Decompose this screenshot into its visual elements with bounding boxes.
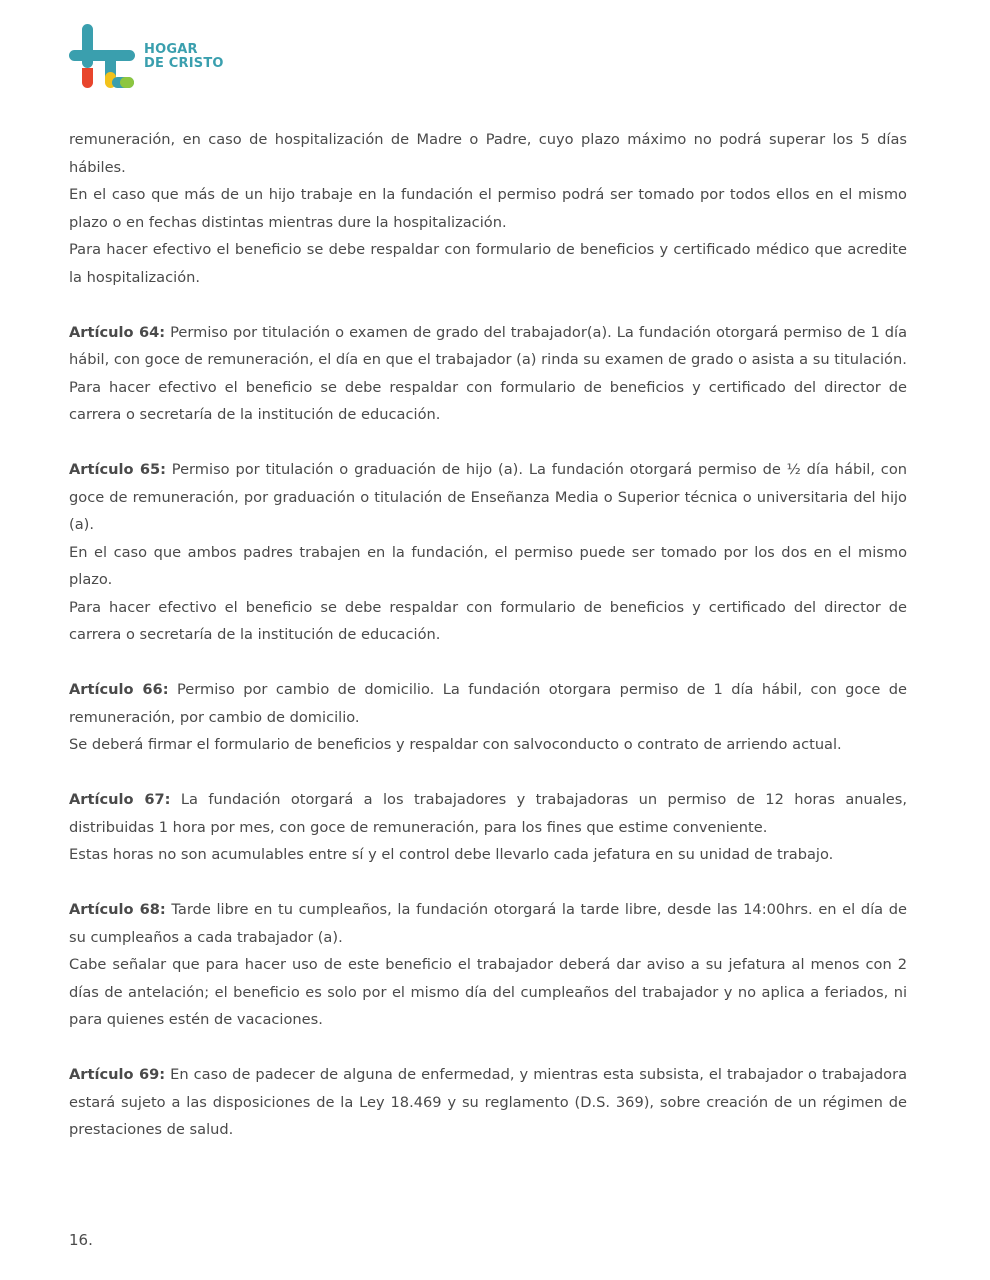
hogar-de-cristo-logo xyxy=(68,22,224,92)
article-68 xyxy=(69,896,907,951)
intro-paragraph-3: Para hacer efectivo el beneficio se debe respaldar con formulario de beneficios y certificado médico que acredite la hospitalización. xyxy=(69,241,907,286)
article-68-extra-1: Cabe señalar que para hacer uso de este beneficio el trabajador deberá dar aviso a su jefatura al menos con 2 días de antelación; el beneficio es solo por el mismo día del cumpleaños del trabajador y no aplica a feriados, ni para quienes estén de vacaciones. xyxy=(69,956,907,1028)
logo-line-2: DE CRISTO xyxy=(144,56,224,71)
article-title: Artículo 69: xyxy=(69,1066,166,1083)
article-69 xyxy=(69,1061,907,1144)
article-65-extra-2: Para hacer efectivo el beneficio se debe respaldar con formulario de beneficios y certificado del director de carrera o secretaría de la institución de educación. xyxy=(69,598,907,643)
article-title: Artículo 67: xyxy=(69,791,171,808)
article-text: La fundación otorgará a los trabajadores y trabajadoras un permiso de 12 horas anuales, distribuidas 1 hora por mes, con goce de remuneración, para los fines que estime conveniente. xyxy=(69,791,908,836)
page-number: 16. xyxy=(69,1231,93,1249)
article-title: Artículo 68: xyxy=(69,901,166,918)
intro-paragraph-2: En el caso que más de un hijo trabaje en la fundación el permiso podrá ser tomado por todos ellos en el mismo plazo o en fechas distintas mientras dure la hospitalización. xyxy=(69,186,907,231)
document-body xyxy=(69,126,907,1144)
article-66 xyxy=(69,676,907,731)
article-text: Permiso por titulación o graduación de hijo (a). La fundación otorgará permiso de ½ día hábil, con goce de remuneración, por graduación o titulación de Enseñanza Media o Superior técnica o universitaria del hijo (a). xyxy=(69,461,907,533)
article-67-extra-1: Estas horas no son acumulables entre sí y el control debe llevarlo cada jefatura en su unidad de trabajo. xyxy=(69,846,834,863)
article-title: Artículo 66: xyxy=(69,681,169,698)
article-65 xyxy=(69,456,907,539)
hogar-de-cristo-logo-icon xyxy=(68,22,136,92)
article-title: Artículo 64: xyxy=(69,323,166,341)
article-66-extra-1: Se deberá firmar el formulario de beneficios y respaldar con salvoconducto o contrato de arriendo actual. xyxy=(69,736,842,753)
logo-line-1: HOGAR xyxy=(144,42,198,57)
article-text: Permiso por cambio de domicilio. La fundación otorgara permiso de 1 día hábil, con goce de remuneración, por cambio de domicilio. xyxy=(69,681,908,726)
article-65-extra-1: En el caso que ambos padres trabajen en la fundación, el permiso puede ser tomado por los dos en el mismo plazo. xyxy=(69,543,907,588)
article-text: En caso de padecer de alguna de enfermedad, y mientras esta subsista, el trabajador o trabajadora estará sujeto a las disposiciones de la Ley 18.469 y su reglamento (D.S. 369), sobre creación de un régimen de prestaciones de salud. xyxy=(69,1066,908,1138)
article-64 xyxy=(69,319,907,374)
article-67 xyxy=(69,786,907,841)
intro-paragraph-1: remuneración, en caso de hospitalización de Madre o Padre, cuyo plazo máximo no podrá superar los 5 días hábiles. xyxy=(69,131,907,176)
article-text: Permiso por titulación o examen de grado del trabajador(a). La fundación otorgará permiso de 1 día hábil, con goce de remuneración, el día en que el trabajador (a) rinda su examen de grado o asista a su titulación. xyxy=(69,323,908,368)
logo-text xyxy=(144,43,224,71)
article-64-extra-1: Para hacer efectivo el beneficio se debe respaldar con formulario de beneficios y certificado del director de carrera o secretaría de la institución de educación. xyxy=(69,378,907,423)
article-title: Artículo 65: xyxy=(69,461,166,478)
article-text: Tarde libre en tu cumpleaños, la fundación otorgará la tarde libre, desde las 14:00hrs. en el día de su cumpleaños a cada trabajador (a). xyxy=(69,901,908,946)
